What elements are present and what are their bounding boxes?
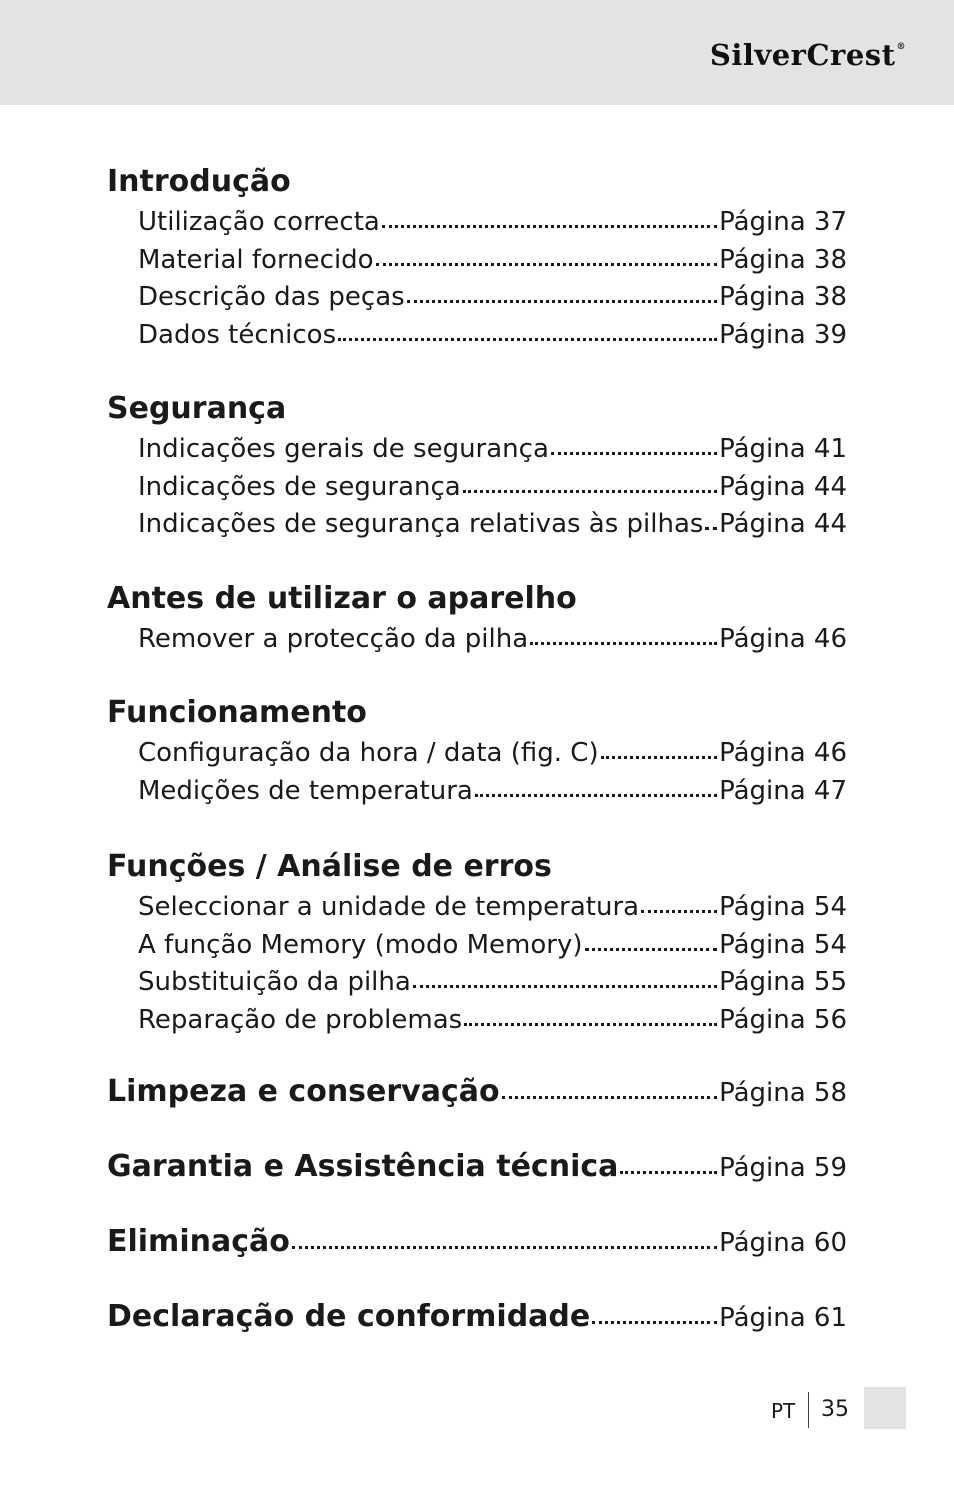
- toc-section-seguranca: [107, 387, 847, 544]
- entry-page: Página 46: [719, 623, 847, 654]
- entry-page: Página 56: [719, 1004, 847, 1035]
- toc-section-limpeza[interactable]: [107, 1070, 847, 1145]
- toc-entry[interactable]: [138, 204, 847, 242]
- registered-mark: ®: [896, 42, 906, 52]
- page-tab-marker: [864, 1387, 906, 1429]
- section-title: Garantia e Assistência técnica: [107, 1149, 619, 1184]
- entry-label: Configuração da hora / data (fig. C): [138, 738, 599, 768]
- toc-entry[interactable]: [138, 431, 847, 469]
- section-title: Funções / Análise de erros: [107, 849, 552, 884]
- leader-dots: [551, 437, 717, 457]
- entry-page: Página 47: [719, 775, 847, 806]
- entry-page: Página 60: [719, 1228, 847, 1258]
- section-title: Eliminação: [107, 1224, 290, 1259]
- toc-entry[interactable]: [138, 317, 847, 355]
- leader-dots: [463, 475, 717, 495]
- entry-page: Página 38: [719, 282, 847, 312]
- entry-page: Página 44: [719, 509, 847, 539]
- entry-page: Página 37: [719, 207, 847, 237]
- leader-dots: [376, 248, 717, 268]
- entry-page: Página 41: [719, 434, 847, 464]
- leader-dots: [338, 323, 717, 343]
- entry-page: Página 59: [719, 1153, 847, 1183]
- section-title: Introdução: [107, 164, 291, 199]
- toc-section-funcoes: [107, 845, 847, 1039]
- entry-label: Material fornecido: [138, 244, 374, 275]
- leader-dots: [475, 779, 717, 799]
- leader-dots: [601, 741, 717, 761]
- entry-page: Página 44: [719, 471, 847, 502]
- toc-entry[interactable]: [138, 242, 847, 280]
- entry-page: Página 55: [719, 967, 847, 997]
- leader-dots: [413, 970, 717, 990]
- toc-entry[interactable]: [138, 1002, 847, 1040]
- entry-page: Página 54: [719, 892, 847, 922]
- leader-dots: [292, 1231, 717, 1251]
- toc-section-funcionamento: [107, 691, 847, 810]
- entry-label: Utilização correcta: [138, 207, 380, 237]
- leader-dots: [530, 627, 717, 647]
- toc-entry[interactable]: [138, 964, 847, 1002]
- entry-page: Página 54: [719, 929, 847, 960]
- section-title: Antes de utilizar o aparelho: [107, 580, 577, 616]
- entry-page: Página 61: [719, 1303, 847, 1333]
- entry-label: Dados técnicos: [138, 319, 337, 350]
- toc-entry[interactable]: [138, 735, 847, 773]
- table-of-contents: [107, 160, 847, 1370]
- leader-dots: [592, 1306, 717, 1326]
- leader-dots: [585, 933, 718, 953]
- section-title: Declaração de conformidade: [107, 1299, 591, 1334]
- brand-logo: [710, 38, 906, 78]
- language-code: PT: [771, 1399, 796, 1423]
- leader-dots: [620, 1156, 717, 1176]
- entry-label: Descrição das peças: [138, 282, 405, 312]
- entry-page: Página 38: [719, 244, 847, 275]
- toc-entry[interactable]: [138, 927, 847, 965]
- toc-entry[interactable]: [138, 621, 847, 659]
- entry-label: Indicações de segurança relativas às pilhas: [138, 509, 704, 539]
- toc-section-antes-de-utilizar: [107, 577, 847, 659]
- toc-entry[interactable]: [138, 889, 847, 927]
- entry-label: Remover a protecção da pilha: [138, 623, 529, 654]
- leader-dots: [407, 285, 717, 305]
- entry-label: Seleccionar a unidade de temperatura: [138, 892, 640, 922]
- toc-section-garantia[interactable]: [107, 1145, 847, 1220]
- footer-divider: [808, 1392, 809, 1428]
- entry-label: Substituição da pilha: [138, 967, 411, 997]
- section-title: Segurança: [107, 391, 287, 426]
- brand-name: SilverCrest: [709, 38, 896, 72]
- entry-label: Medições de temperatura: [138, 775, 473, 806]
- toc-entry[interactable]: [138, 279, 847, 317]
- page-number: 35: [821, 1397, 849, 1422]
- leader-dots: [382, 210, 717, 230]
- leader-dots: [641, 895, 717, 915]
- entry-page: Página 39: [719, 319, 847, 350]
- entry-page: Página 58: [719, 1078, 847, 1108]
- toc-section-eliminacao[interactable]: [107, 1220, 847, 1295]
- toc-section-declaracao[interactable]: [107, 1295, 847, 1370]
- toc-section-introducao: [107, 160, 847, 354]
- toc-entry[interactable]: [138, 773, 847, 811]
- entry-page: Página 46: [719, 738, 847, 768]
- entry-label: A função Memory (modo Memory): [138, 929, 583, 960]
- section-title: Funcionamento: [107, 695, 367, 730]
- toc-entry[interactable]: [138, 506, 847, 544]
- entry-label: Indicações de segurança: [138, 471, 461, 502]
- entry-label: Indicações gerais de segurança: [138, 434, 549, 464]
- leader-dots: [464, 1008, 717, 1028]
- section-title: Limpeza e conservação: [107, 1074, 500, 1109]
- leader-dots: [705, 512, 717, 532]
- leader-dots: [502, 1081, 717, 1101]
- toc-entry[interactable]: [138, 469, 847, 507]
- entry-label: Reparação de problemas: [138, 1004, 463, 1035]
